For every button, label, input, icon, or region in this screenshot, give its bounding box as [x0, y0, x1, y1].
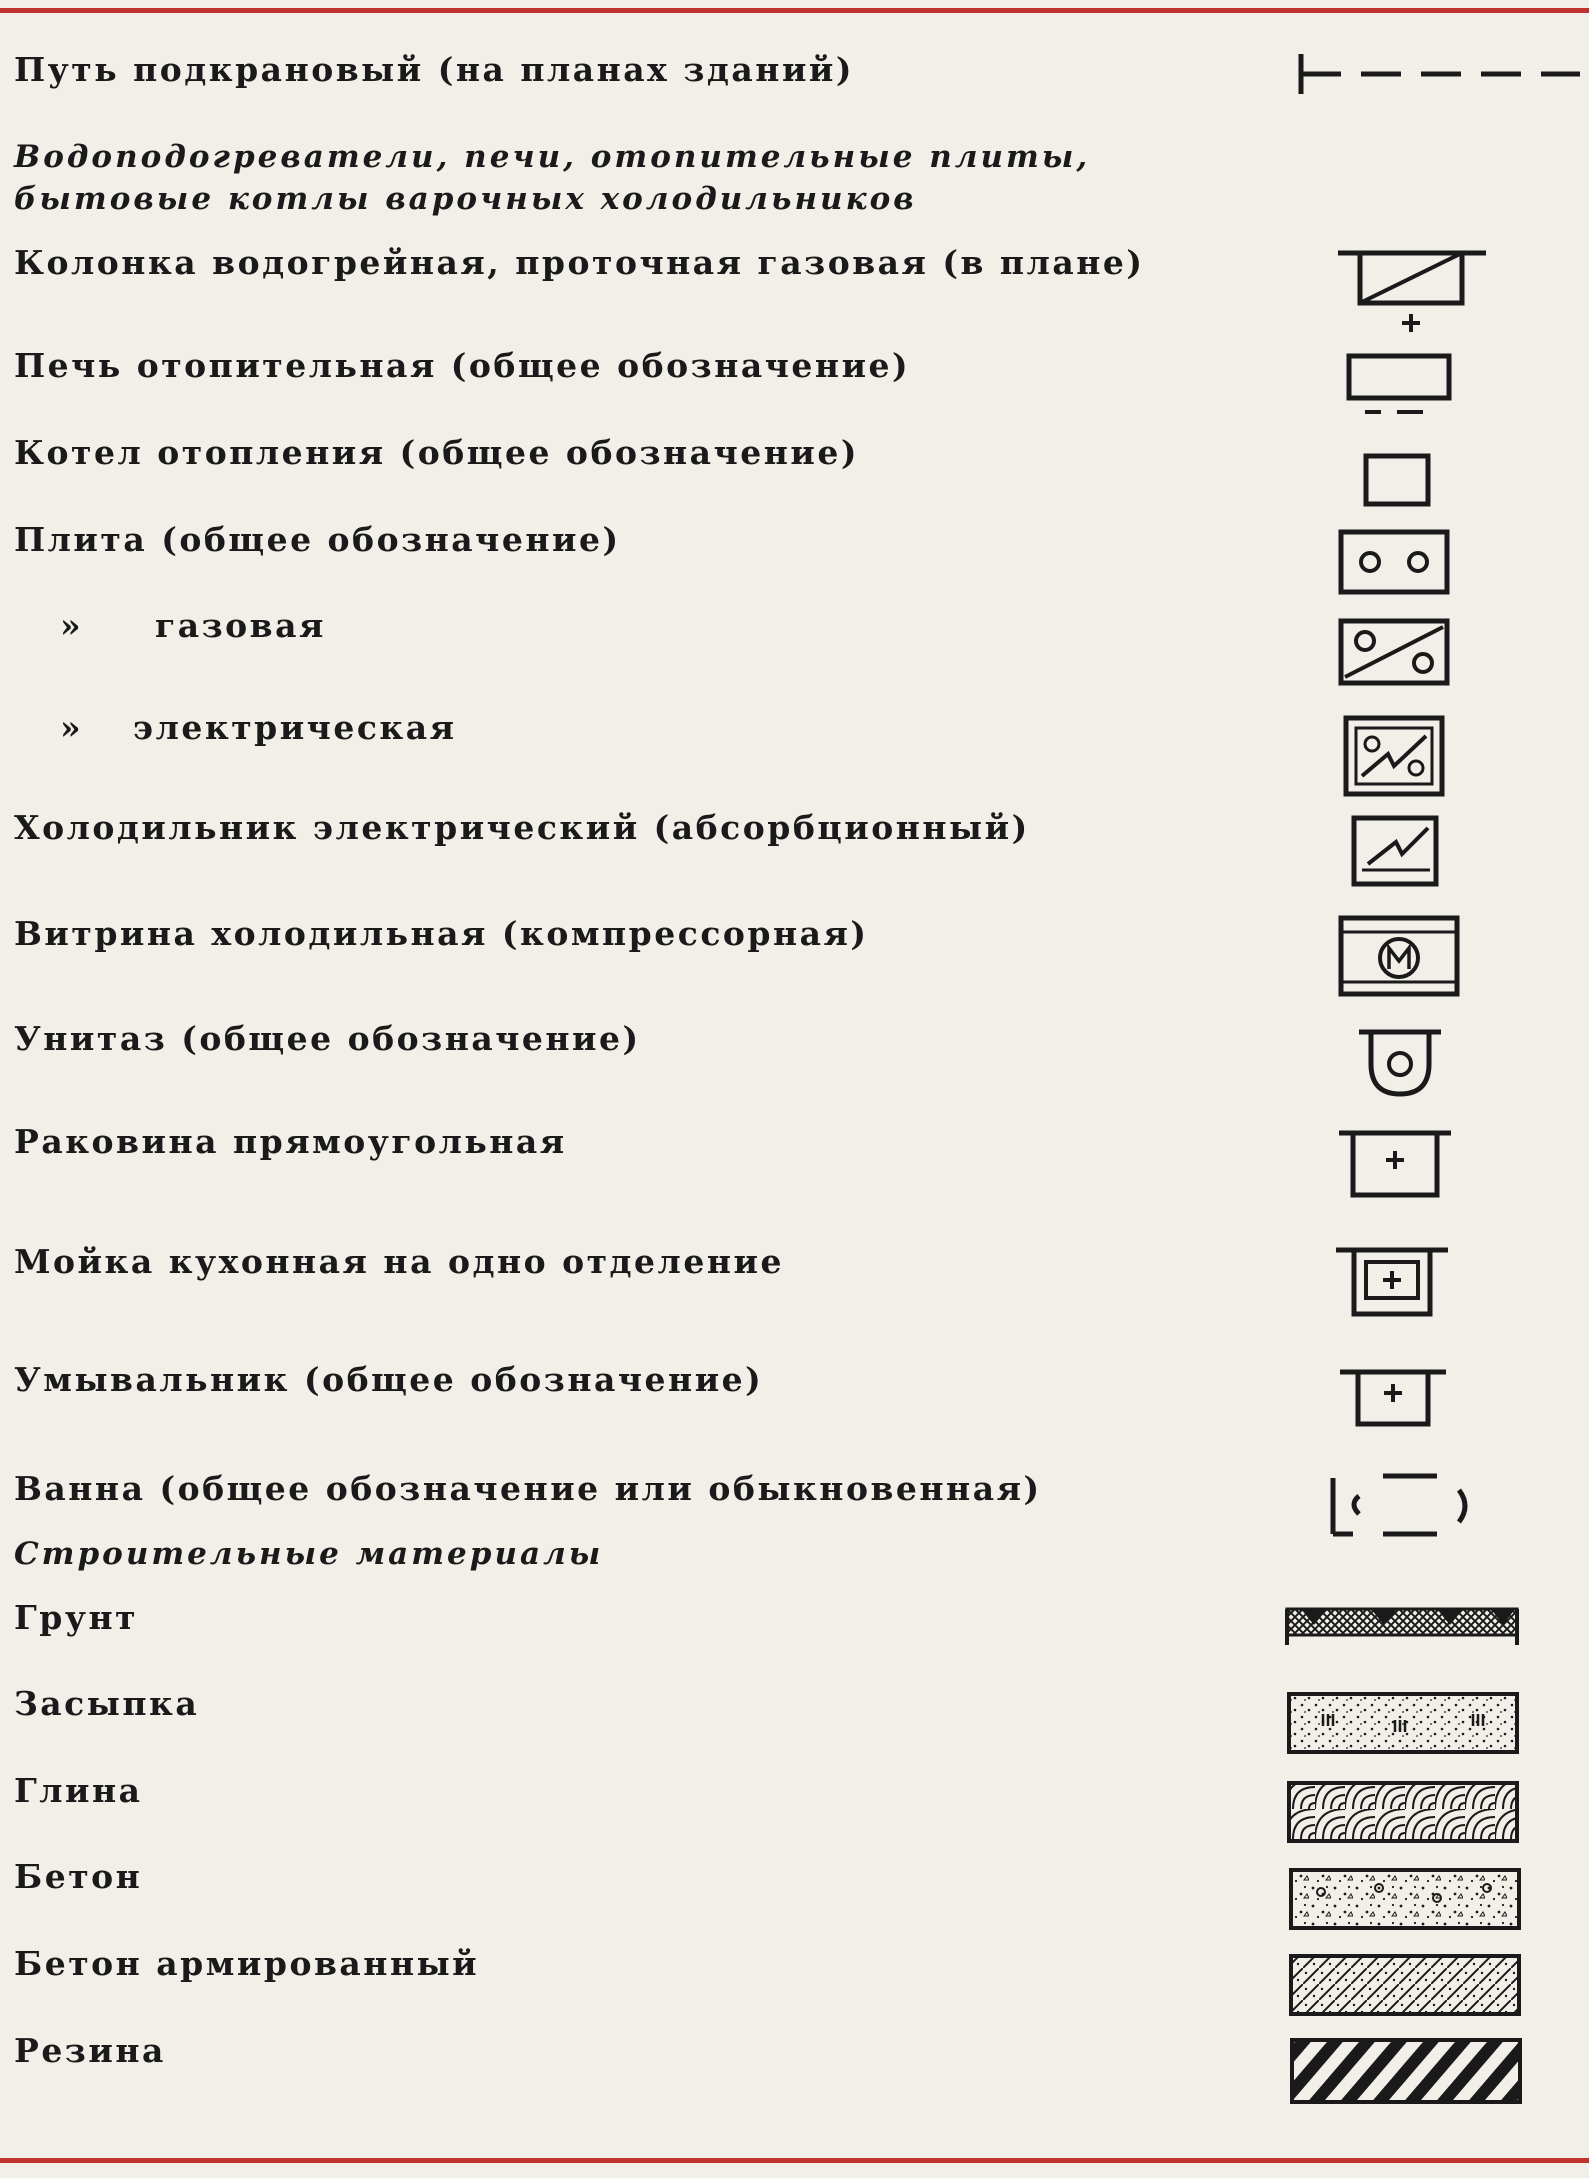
label-cooker: Плита (общее обозначение) [14, 520, 621, 559]
kitchen-sink-icon [1334, 1244, 1450, 1318]
rubber-hatch-icon [1288, 2036, 1524, 2106]
label-washbasin: Умывальник (общее обозначение) [14, 1360, 764, 1399]
ditto-mark: » [60, 708, 84, 747]
label-kitchen-sink: Мойка кухонная на одно отделение [14, 1242, 784, 1281]
refrigerator-icon [1350, 814, 1440, 888]
ditto-mark: » [60, 606, 84, 645]
heating-stove-icon [1345, 350, 1455, 420]
concrete-hatch-icon [1287, 1866, 1523, 1932]
label-soil: Грунт [14, 1598, 139, 1637]
boiler-icon [1362, 452, 1434, 508]
crane-track-icon [1295, 50, 1585, 98]
reinforced-concrete-hatch-icon [1287, 1952, 1523, 2018]
label-concrete: Бетон [14, 1857, 143, 1896]
label-clay: Глина [14, 1771, 143, 1810]
label-rubber: Резина [14, 2031, 166, 2070]
sink-icon [1337, 1127, 1453, 1199]
label-bathtub: Ванна (общее обозначение или обыкновенная) [14, 1469, 1042, 1508]
label-reinforced-concrete: Бетон армированный [14, 1944, 480, 1983]
bottom-red-rule [0, 2158, 1589, 2163]
clay-hatch-icon [1285, 1779, 1521, 1845]
label-gas-cooker: газовая [155, 606, 326, 645]
label-backfill: Засыпка [14, 1684, 200, 1723]
gas-cooker-icon [1337, 617, 1451, 687]
label-display-refrigerator: Витрина холодильная (компрессорная) [14, 914, 869, 953]
label-heating-stove: Печь отопительная (общее обозначение) [14, 346, 911, 385]
label-electric-cooker: электрическая [133, 708, 457, 747]
section-heading-heaters: Водоподогреватели, печи, отопительные плиты, бытовые котлы варочных холодильников [14, 139, 1091, 217]
label-water-heater: Колонка водогрейная, проточная газовая (в плане) [14, 243, 1145, 282]
label-crane-track: Путь подкрановый (на планах зданий) [14, 50, 855, 89]
water-heater-icon [1338, 248, 1488, 334]
washbasin-icon [1338, 1366, 1448, 1428]
top-red-rule [0, 8, 1589, 13]
label-heating-boiler: Котел отопления (общее обозначение) [14, 433, 859, 472]
toilet-icon [1357, 1026, 1443, 1098]
cooker-icon [1337, 528, 1451, 596]
label-electric-refrigerator: Холодильник электрический (абсорбционный) [14, 808, 1030, 847]
soil-hatch-icon [1283, 1605, 1521, 1649]
backfill-hatch-icon [1285, 1690, 1521, 1756]
bathtub-icon [1325, 1468, 1475, 1544]
electric-cooker-icon [1342, 714, 1446, 798]
display-refrigerator-icon [1337, 914, 1461, 998]
label-toilet: Унитаз (общее обозначение) [14, 1019, 641, 1058]
label-rect-sink: Раковина прямоугольная [14, 1122, 567, 1161]
section-heading-materials: Строительные материалы [14, 1536, 604, 1572]
